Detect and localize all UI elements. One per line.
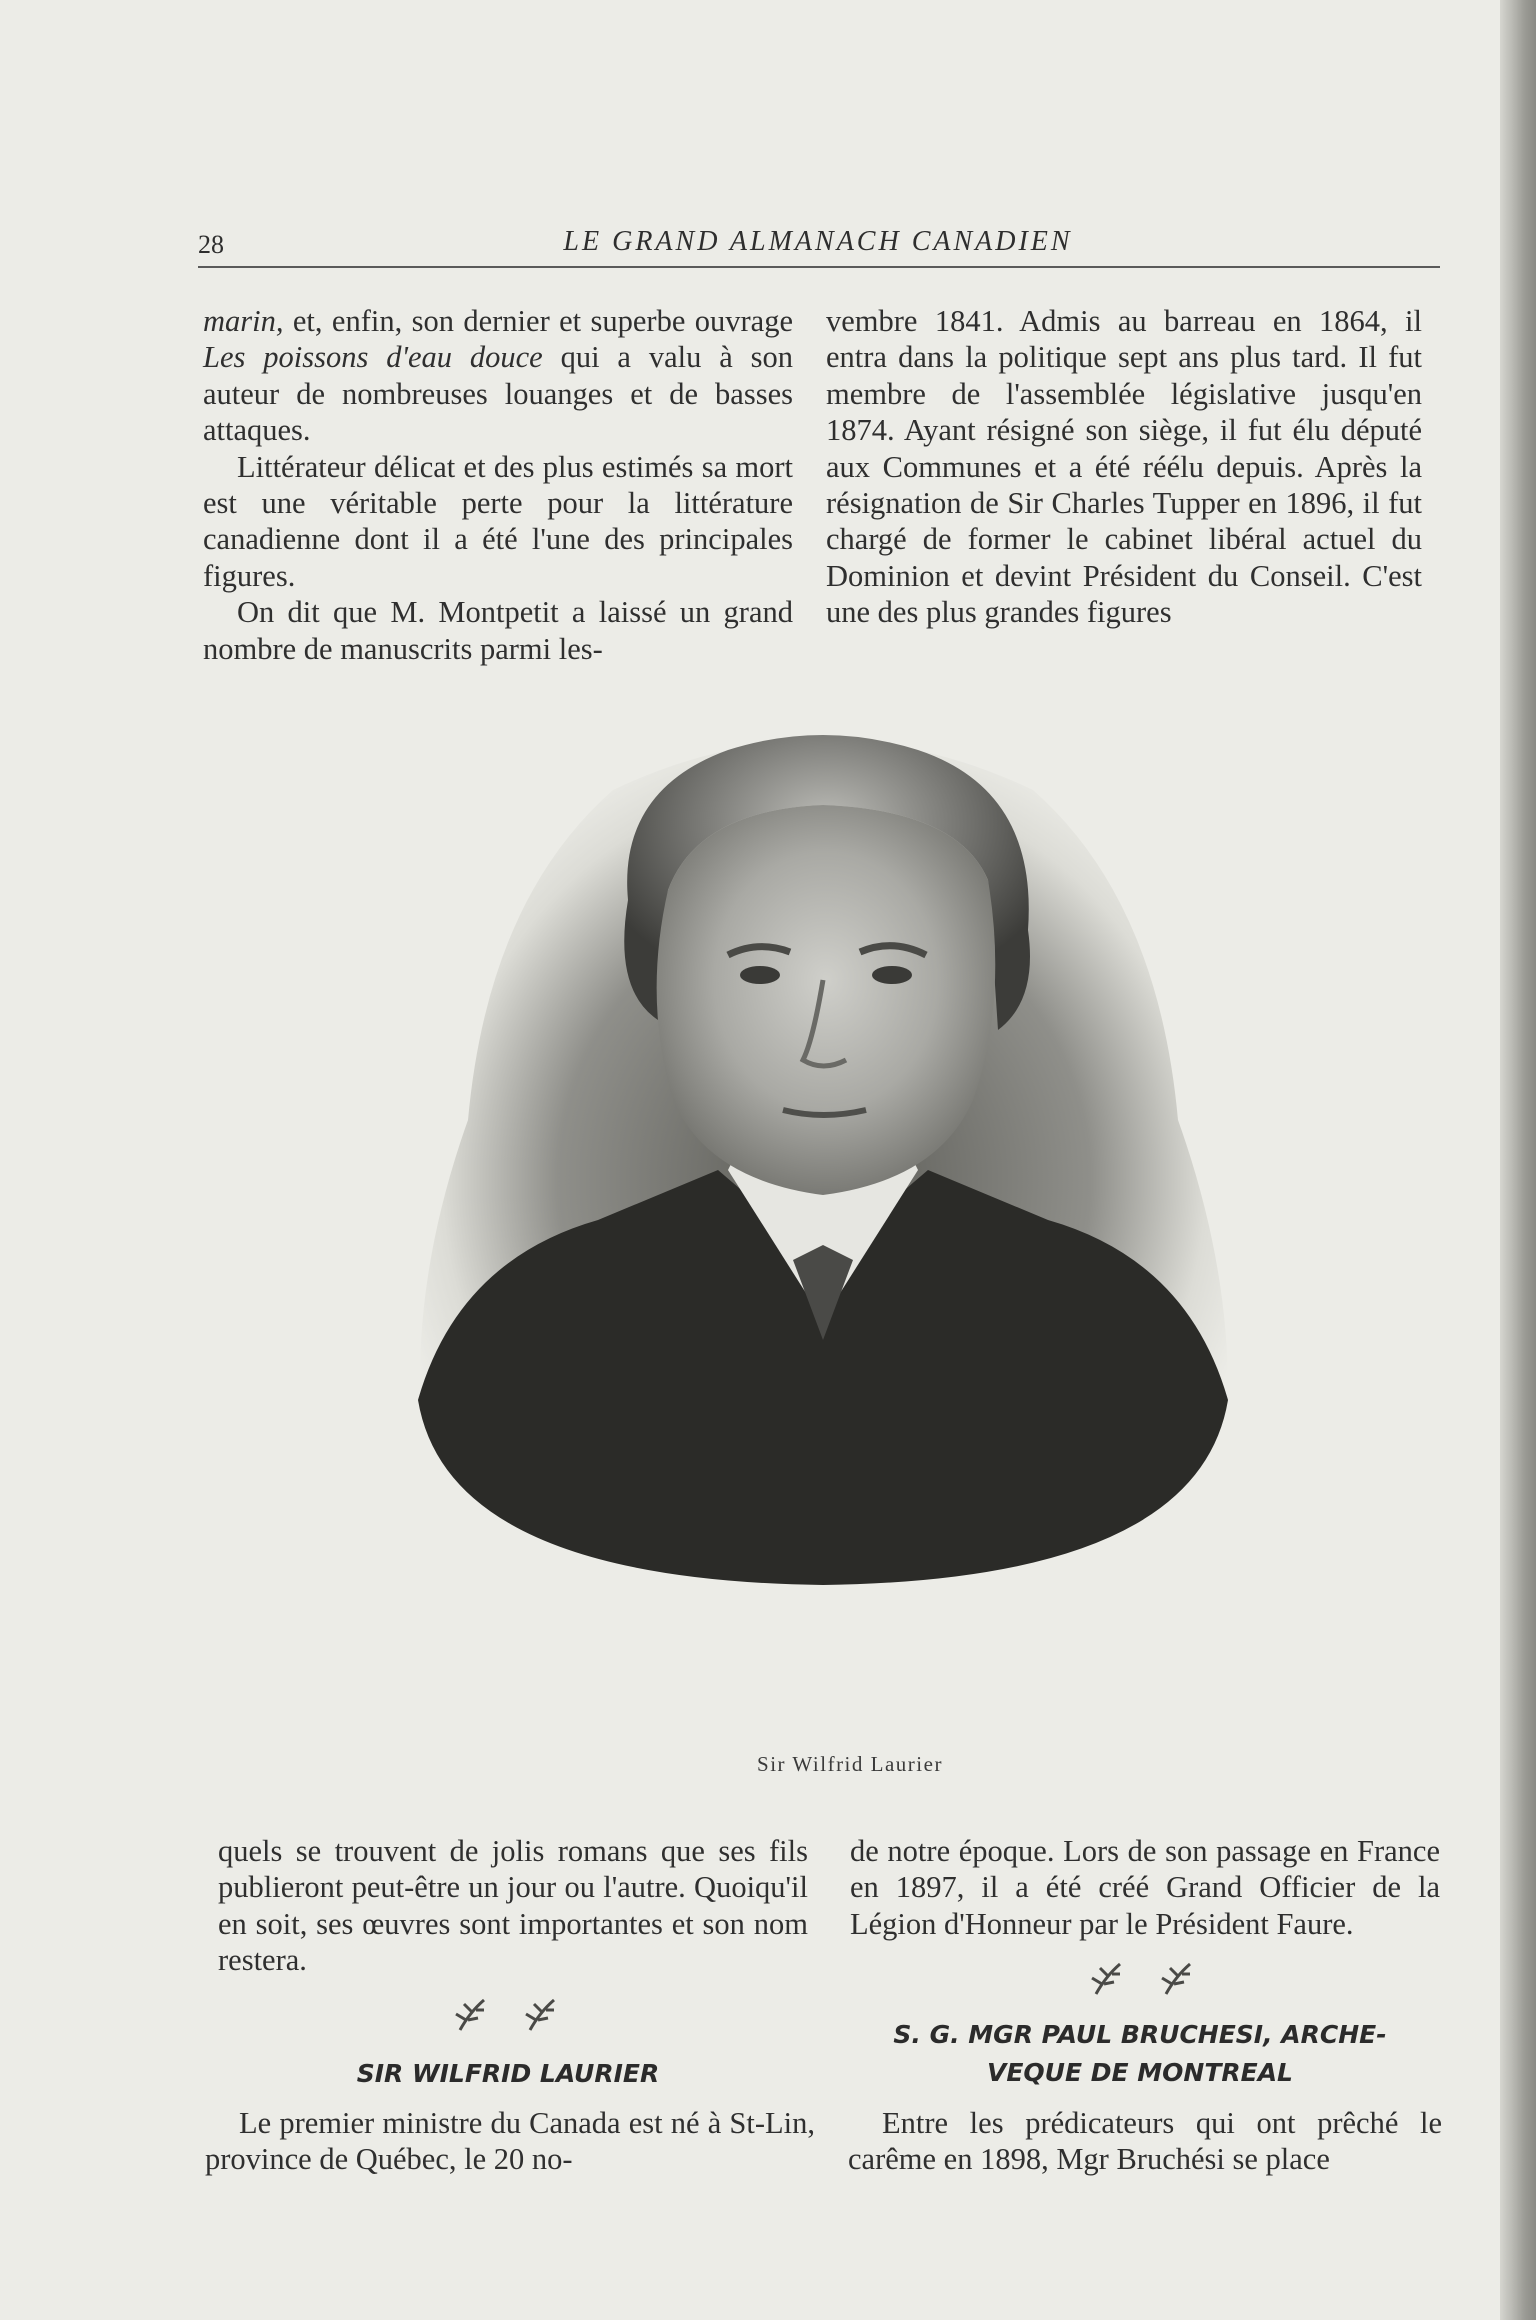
paragraph-premier-ministre: Le premier ministre du Canada est né à St-Lin, province de Québec, le 20 no-	[205, 2106, 815, 2177]
right-eye	[872, 966, 912, 984]
paragraph-marin: marin, et, enfin, son dernier et superbe ouvrage Les poissons d'eau douce qui a valu à son auteur de nombreuses louanges et de basses attaques.	[203, 304, 793, 448]
heading-line-2: VEQUE DE MONTREAL	[986, 2058, 1293, 2087]
paragraph-epoque: de notre époque. Lors de son passage en France en 1897, il a été créé Grand Officier de la Légion d'Honneur par le Président Faure.	[850, 1834, 1440, 1941]
book-page-edge	[1500, 0, 1536, 2320]
paragraph-predicateurs: Entre les prédicateurs qui ont prêché le carême en 1898, Mgr Bruchési se place	[848, 2106, 1442, 2177]
heading-line-1: S. G. MGR PAUL BRUCHESI, ARCHE-	[893, 2020, 1387, 2049]
face	[657, 805, 996, 1195]
top-right-column	[826, 303, 1422, 631]
portrait-caption: Sir Wilfrid Laurier	[757, 1752, 943, 1776]
paragraph-litterateur: Littérateur délicat et des plus estimés sa mort est une véritable perte pour la littérature canadienne dont il a été l'une des principales figures.	[203, 449, 793, 593]
left-eye	[740, 966, 780, 984]
bottom-left-column-continued	[205, 2105, 815, 2178]
section-heading-laurier: SIR WILFRID LAURIER	[356, 2059, 660, 2088]
portrait-photo	[398, 700, 1248, 1600]
laurel-sprig-pair-icon	[432, 1994, 582, 2034]
italic-word: marin,	[203, 304, 284, 338]
paragraph-laurier-bio: vembre 1841. Admis au barreau en 1864, il entra dans la politique sept ans plus tard. Il fut membre de l'assemblée législative jusqu'en 1874. Ayant résigné son siège, il fut élu député aux Communes et a été réélu depuis. Après la résignation de Sir Charles Tupper en 1896, il fut chargé de former le cabinet libéral actuel du Dominion et devint Président du Conseil. C'est une des plus grandes figures	[826, 304, 1422, 630]
bottom-right-column-continued	[848, 2105, 1442, 2178]
book-title: Les poissons d'eau douce	[203, 340, 543, 375]
paragraph-romans: quels se trouvent de jolis romans que ses fils publieront peut-être un jour ou l'autre. Quoiqu'il en soit, ses œuvres sont importantes et son nom restera.	[218, 1834, 808, 1978]
page-number: 28	[198, 230, 224, 259]
header-rule	[198, 266, 1440, 268]
running-title: LE GRAND ALMANACH CANADIEN	[563, 226, 1073, 257]
laurel-sprig-pair-icon	[1068, 1958, 1218, 1998]
top-left-column	[203, 303, 793, 667]
section-heading-bruchesi	[840, 2016, 1440, 2092]
paragraph-manuscrits: On dit que M. Montpetit a laissé un grand nombre de manuscrits parmi les-	[203, 595, 793, 666]
bottom-left-column	[218, 1833, 808, 1979]
bottom-right-column	[850, 1833, 1440, 1942]
page-header	[198, 226, 1440, 276]
